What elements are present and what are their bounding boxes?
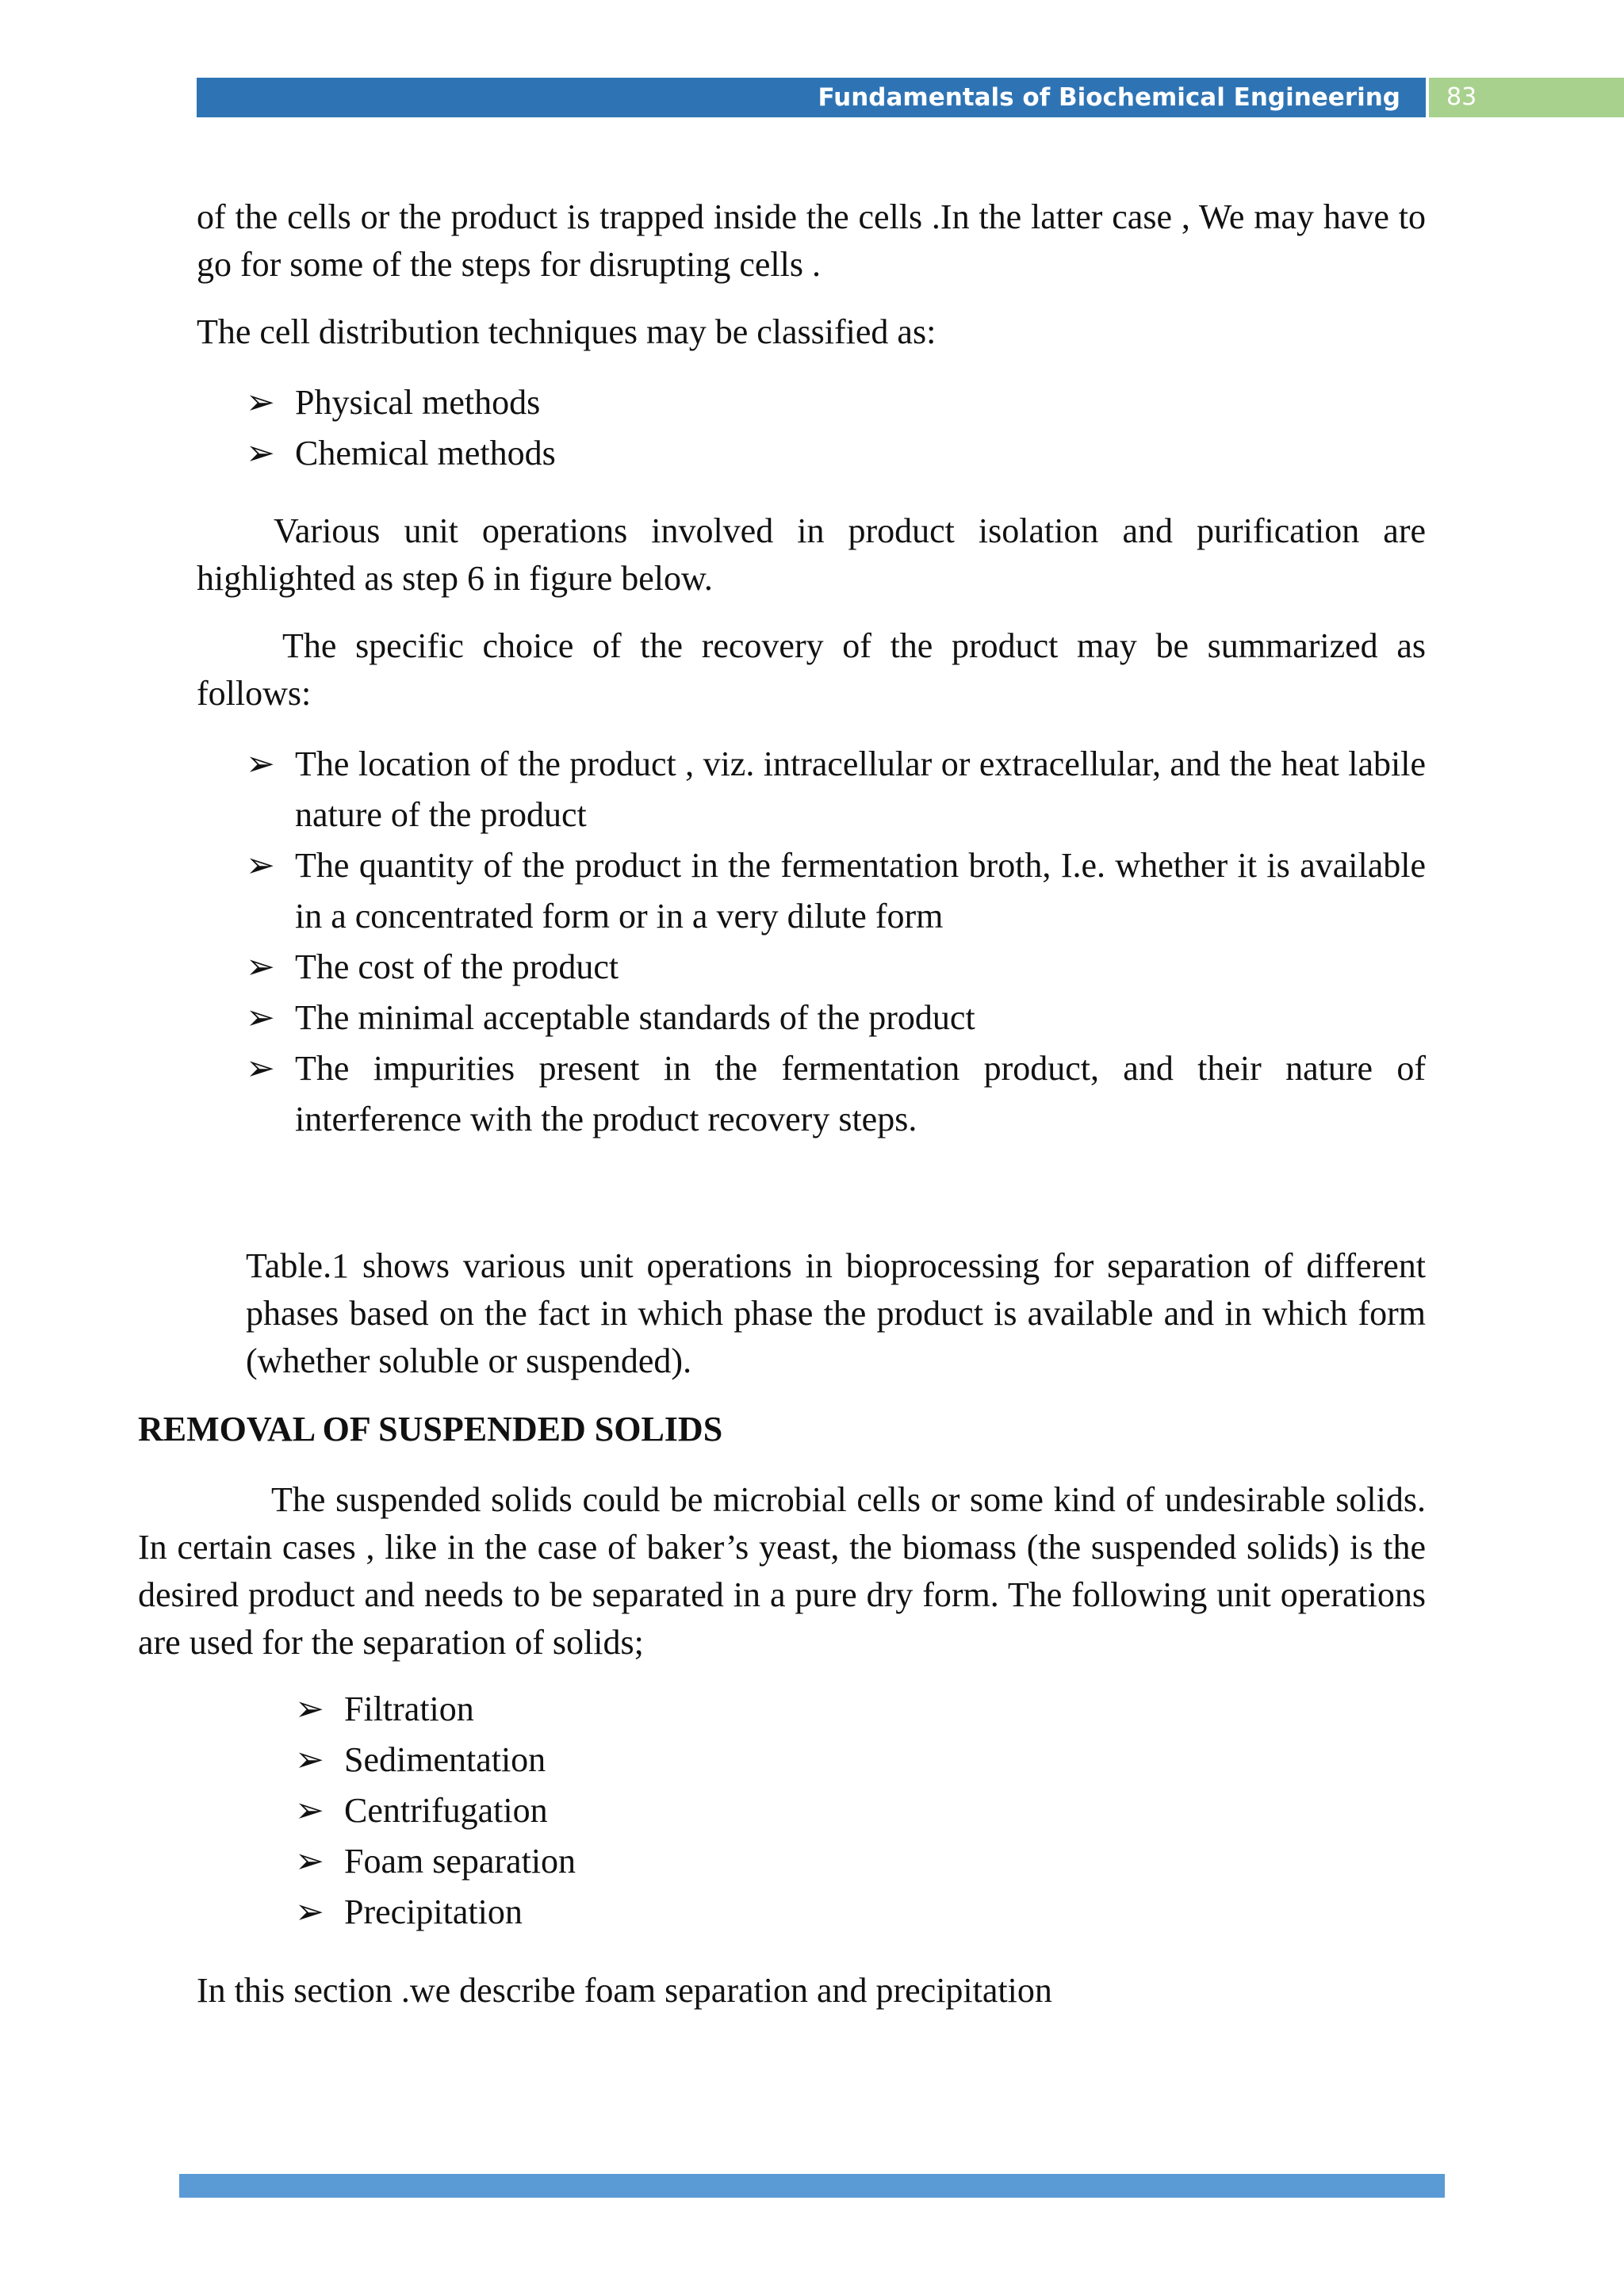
list-item-sedimentation: ➢ Sedimentation [295,1735,1426,1785]
arrow-bullet-icon: ➢ [246,947,275,986]
page-number-badge [1429,78,1624,117]
paragraph-table-reference: Table.1 shows various unit operations in bioprocessing for separation of different phases based on the fact in which phase the product is available and in which form (whether soluble or suspended). [246,1246,1426,1380]
section-heading: REMOVAL OF SUSPENDED SOLIDS [138,1410,723,1448]
paragraph-unit-operations: Various unit operations involved in product isolation and purification are highlighted as step 6 in figure below. [197,511,1426,598]
footer-bar [179,2174,1445,2198]
list-item-location: ➢ The location of the product , viz. intracellular or extracellular, and the heat labile nature of the product [246,739,1426,840]
paragraph-cells-trapped: of the cells or the product is trapped inside the cells .In the latter case , We may have to go for some of the steps for disrupting cells . [197,197,1426,284]
list-item-filtration: ➢ Filtration [295,1684,1426,1735]
arrow-bullet-icon: ➢ [295,1689,324,1728]
list-item-chemical-methods: ➢ Chemical methods [246,428,1426,479]
arrow-bullet-icon: ➢ [246,846,275,885]
paragraph-suspended-solids: The suspended solids could be microbial cells or some kind of undesirable solids. In certain cases , like in the case of baker’s yeast, the biomass (the suspended solids) is the desired product and needs to be separated in a pure dry form. The following unit operations are used for the separation of solids; [138,1480,1426,1662]
arrow-bullet-icon: ➢ [246,1049,275,1088]
paragraph-recovery-choice: The specific choice of the recovery of the product may be summarized as follows: [197,626,1426,713]
list-item-impurities: ➢ The impurities present in the fermentation product, and their nature of interference with the product recovery steps. [246,1043,1426,1145]
list-item-quantity: ➢ The quantity of the product in the fermentation broth, I.e. whether it is available in a concentrated form or in a very dilute form [246,840,1426,942]
arrow-bullet-icon: ➢ [295,1740,324,1779]
list-item-centrifugation: ➢ Centrifugation [295,1785,1426,1836]
arrow-bullet-icon: ➢ [246,434,275,473]
paragraph-section-intro: In this section .we describe foam separation and precipitation [197,1971,1052,2010]
arrow-bullet-icon: ➢ [295,1892,324,1931]
list-item-standards: ➢ The minimal acceptable standards of the product [246,993,1426,1043]
arrow-bullet-icon: ➢ [295,1842,324,1881]
list-item-foam-separation: ➢ Foam separation [295,1836,1426,1887]
arrow-bullet-icon: ➢ [246,383,275,422]
page-number: 83 [1446,83,1477,111]
arrow-bullet-icon: ➢ [246,744,275,783]
arrow-bullet-icon: ➢ [295,1791,324,1830]
list-item-precipitation: ➢ Precipitation [295,1887,1426,1938]
running-title: Fundamentals of Biochemical Engineering [818,83,1400,112]
list-item-physical-methods: ➢ Physical methods [246,377,1426,428]
paragraph-classification-intro: The cell distribution techniques may be classified as: [197,312,936,351]
arrow-bullet-icon: ➢ [246,998,275,1037]
list-item-cost: ➢ The cost of the product [246,942,1426,993]
